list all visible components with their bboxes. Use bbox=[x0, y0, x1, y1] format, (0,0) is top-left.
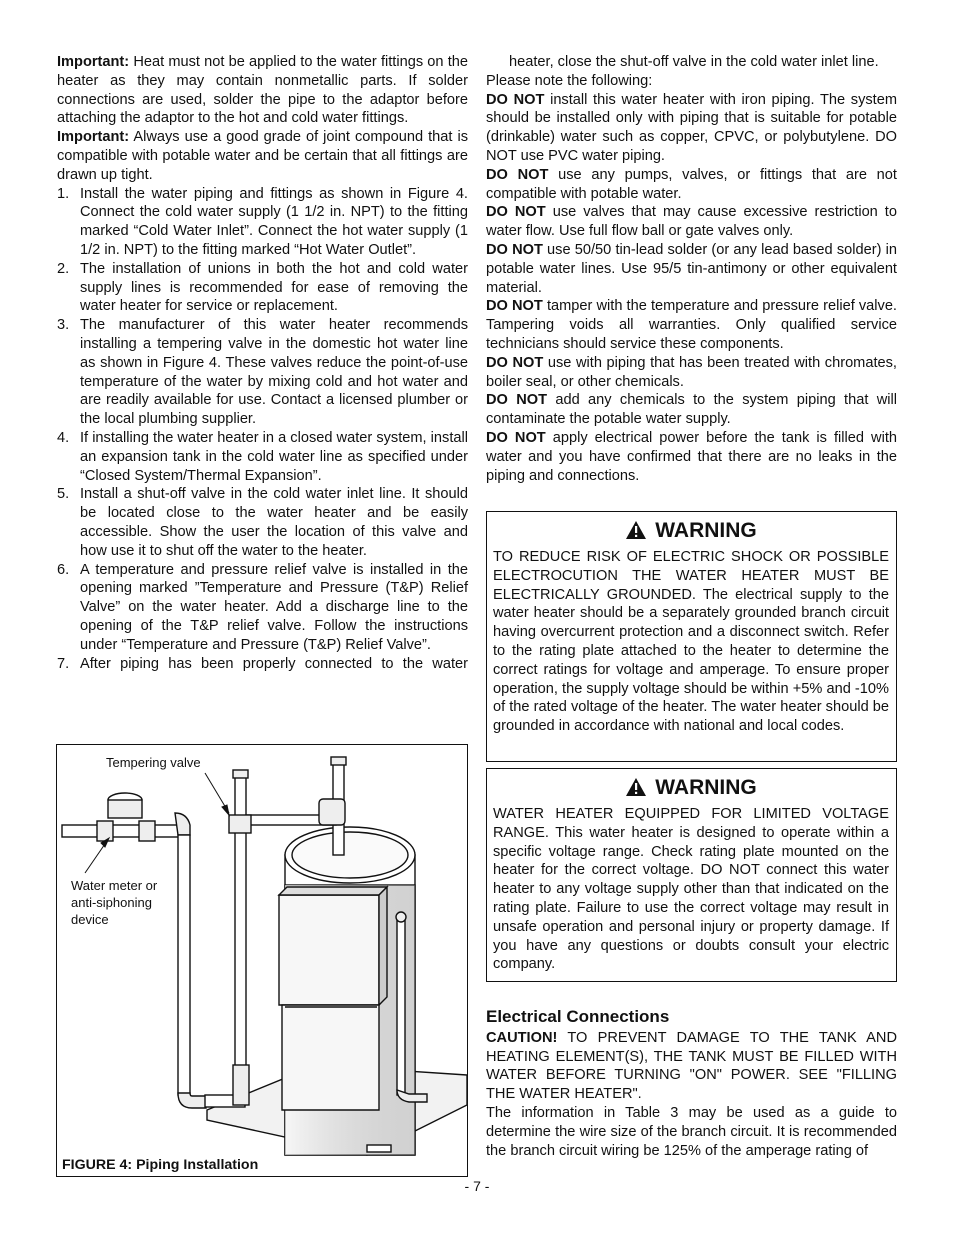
electrical-section bbox=[486, 1008, 897, 1160]
water-meter bbox=[108, 800, 142, 818]
donot-label: DO NOT bbox=[486, 91, 545, 108]
donot-item bbox=[486, 297, 897, 353]
warning-heading bbox=[493, 775, 889, 804]
step-text: Install the water piping and fittings as shown in Figure 4. Connect the cold water supply (1 1/2 in. NPT) to the fitting marked “Cold Water Inlet”. Connect the hot water supply (1 1/2 in. NPT) to the fitting marked “Hot Water Outlet”. bbox=[80, 185, 468, 258]
warning-triangle-icon bbox=[625, 777, 647, 804]
donot-item bbox=[486, 429, 897, 485]
step-number: 5. bbox=[57, 486, 70, 503]
donot-item bbox=[486, 166, 897, 204]
donot-text: use 50/50 tin-lead solder (or any lead based solder) in potable water lines. Use 95/5 tin-antimony or other equivalent material. bbox=[486, 241, 897, 296]
tempering-valve bbox=[229, 815, 251, 833]
important-note-2 bbox=[57, 128, 468, 184]
left-column bbox=[57, 53, 468, 673]
donot-text: use valves that may cause excessive restriction to water flow. Use full flow ball or gate valves only. bbox=[486, 204, 897, 240]
step-text: After piping has been properly connected to the water bbox=[80, 655, 468, 672]
donot-label: DO NOT bbox=[486, 392, 548, 409]
step-number: 4. bbox=[57, 429, 70, 446]
donot-item bbox=[486, 391, 897, 429]
warning-title: WARNING bbox=[655, 519, 757, 542]
important-note-1 bbox=[57, 53, 468, 128]
step-item bbox=[57, 316, 468, 429]
donot-label: DO NOT bbox=[486, 354, 544, 371]
please-note: Please note the following: bbox=[486, 72, 653, 89]
donot-text: install this water heater with iron piping. The system should be installed only with piping that is suitable for potable (drinkable) water such as copper, CPVC, or polybutylene. DO NOT use PVC water piping. bbox=[486, 91, 897, 164]
step-text: Install a shut-off valve in the cold water inlet line. It should be located close to the water heater and be easily accessible. Show the user the location of this valve and how use it to shut off the water to the heater. bbox=[80, 486, 468, 559]
warning-box-grounding bbox=[486, 511, 897, 762]
warning-box-voltage bbox=[486, 768, 897, 982]
step-text: The installation of unions in both the hot and cold water supply lines is recommended for ease of removing the water heater for service or replacement. bbox=[80, 260, 468, 315]
step-text: A temperature and pressure relief valve is installed in the opening marked ”Temperature and Pressure (T&P) Relief Valve” on the water heater. Add a discharge line to the opening of the T&P relief valve. Follow the instructions under “Temperature and Pressure (T&P) Relief Valve”. bbox=[80, 561, 468, 653]
donot-text: use with piping that has been treated with chromates, boiler seal, or other chemicals. bbox=[486, 354, 897, 390]
table-info-paragraph: The information in Table 3 may be used as a guide to determine the wire size of the branch circuit. It is recommended the branch circuit wiring be 125% of the amperage rating of bbox=[486, 1104, 897, 1159]
important-label: Important: bbox=[57, 54, 130, 70]
piping-illustration bbox=[57, 745, 467, 1176]
warning-triangle-icon bbox=[625, 520, 647, 547]
step-number: 2. bbox=[57, 260, 70, 277]
figure-caption: FIGURE 4: Piping Installation bbox=[62, 1157, 259, 1173]
warning-text: TO REDUCE RISK OF ELECTRIC SHOCK OR POSSIBLE ELECTROCUTION THE WATER HEATER MUST BE ELECTRICALLY GROUNDED. The electrical supply to the water heater should be a separately grounded branch circuit having overcurrent protection and a disconnect switch. Refer to the rating plate attached to the heater to determine the correct ratings for voltage and amperage. To ensure proper operation, the supply voltage should be within +5% and -10% of the rated voltage of the heater. The water heater should be grounded in accordance with national and local codes. bbox=[493, 549, 889, 735]
step-text: If installing the water heater in a closed water system, install an expansion tank in the cold water line as specified under “Closed System/Thermal Expansion”. bbox=[80, 429, 468, 484]
step-number: 7. bbox=[57, 655, 70, 672]
step-number: 6. bbox=[57, 561, 70, 578]
donot-item bbox=[486, 203, 897, 241]
donot-label: DO NOT bbox=[486, 204, 546, 221]
donot-label: DO NOT bbox=[486, 429, 546, 446]
installation-steps bbox=[57, 185, 468, 674]
step-7-continuation: heater, close the shut-off valve in the cold water inlet line. bbox=[509, 54, 879, 70]
important-label: Important: bbox=[57, 129, 130, 146]
caution-label: CAUTION! bbox=[486, 1029, 558, 1046]
step-text: The manufacturer of this water heater recommends installing a tempering valve in the domestic hot water line as shown in Figure 4. These valves reduce the point-of-use temperature of the water by mixing cold and hot water and are readily available for use. Contact a licensed plumber or the local plumbing supplier. bbox=[80, 317, 468, 428]
donot-item bbox=[486, 354, 897, 392]
step-item bbox=[57, 260, 468, 316]
donot-text: apply electrical power before the tank is filled with water and you have confirmed that there are no leaks in the piping and connections. bbox=[486, 429, 897, 484]
tempering-valve-label: Tempering valve bbox=[106, 755, 201, 770]
important-text: Always use a good grade of joint compound that is compatible with potable water and be certain that all fittings are drawn up tight. bbox=[57, 129, 468, 183]
donot-item bbox=[486, 91, 897, 166]
step-item bbox=[57, 185, 468, 260]
important-text: Heat must not be applied to the water fittings on the heater as they may contain nonmetallic parts. If solder connections are used, solder the pipe to the adaptor before attaching the adaptor to the hot and cold water fittings. bbox=[57, 54, 468, 127]
caution-paragraph bbox=[486, 1029, 897, 1104]
step-item bbox=[57, 485, 468, 560]
right-column bbox=[486, 53, 897, 485]
donot-text: tamper with the temperature and pressure relief valve. Tampering voids all warranties. Only qualified service technicians should service these components. bbox=[486, 298, 897, 352]
step-item bbox=[57, 561, 468, 655]
donot-label: DO NOT bbox=[486, 166, 549, 183]
donot-label: DO NOT bbox=[486, 241, 543, 258]
page-number: - 7 - bbox=[464, 1178, 490, 1194]
caution-text: TO PREVENT DAMAGE TO THE TANK AND HEATING ELEMENT(S), THE TANK MUST BE FILLED WITH WATER BEFORE TURNING "ON" POWER. SEE "FILLING THE WATER HEATER". bbox=[486, 1029, 897, 1103]
warning-heading bbox=[493, 518, 889, 547]
water-meter-label: Water meter or anti-siphoning device bbox=[71, 878, 158, 927]
donot-label: DO NOT bbox=[486, 298, 543, 315]
donot-text: add any chemicals to the system piping that will contaminate the potable water supply. bbox=[486, 392, 897, 428]
step-number: 3. bbox=[57, 317, 70, 334]
figure-piping-installation bbox=[56, 744, 468, 1177]
step-item bbox=[57, 655, 468, 674]
step-number: 1. bbox=[57, 185, 70, 202]
access-panel bbox=[279, 895, 379, 1005]
donot-text: use any pumps, valves, or fittings that are not compatible with potable water. bbox=[486, 166, 897, 202]
section-title: Electrical Connections bbox=[486, 1007, 670, 1026]
step-item bbox=[57, 429, 468, 485]
warning-title: WARNING bbox=[655, 776, 757, 799]
warning-text: WATER HEATER EQUIPPED FOR LIMITED VOLTAGE RANGE. This water heater is designed to operate within a specific voltage range. Check rating plate mounted on the heater for the correct voltage. DO NOT connect this water heater to any voltage supply other than that indicated on the rating plate. Failure to use the correct voltage may result in unsafe operation and personal injury or property damage. If you have any questions or doubts consult your electric company. bbox=[493, 806, 889, 973]
donot-item bbox=[486, 241, 897, 297]
